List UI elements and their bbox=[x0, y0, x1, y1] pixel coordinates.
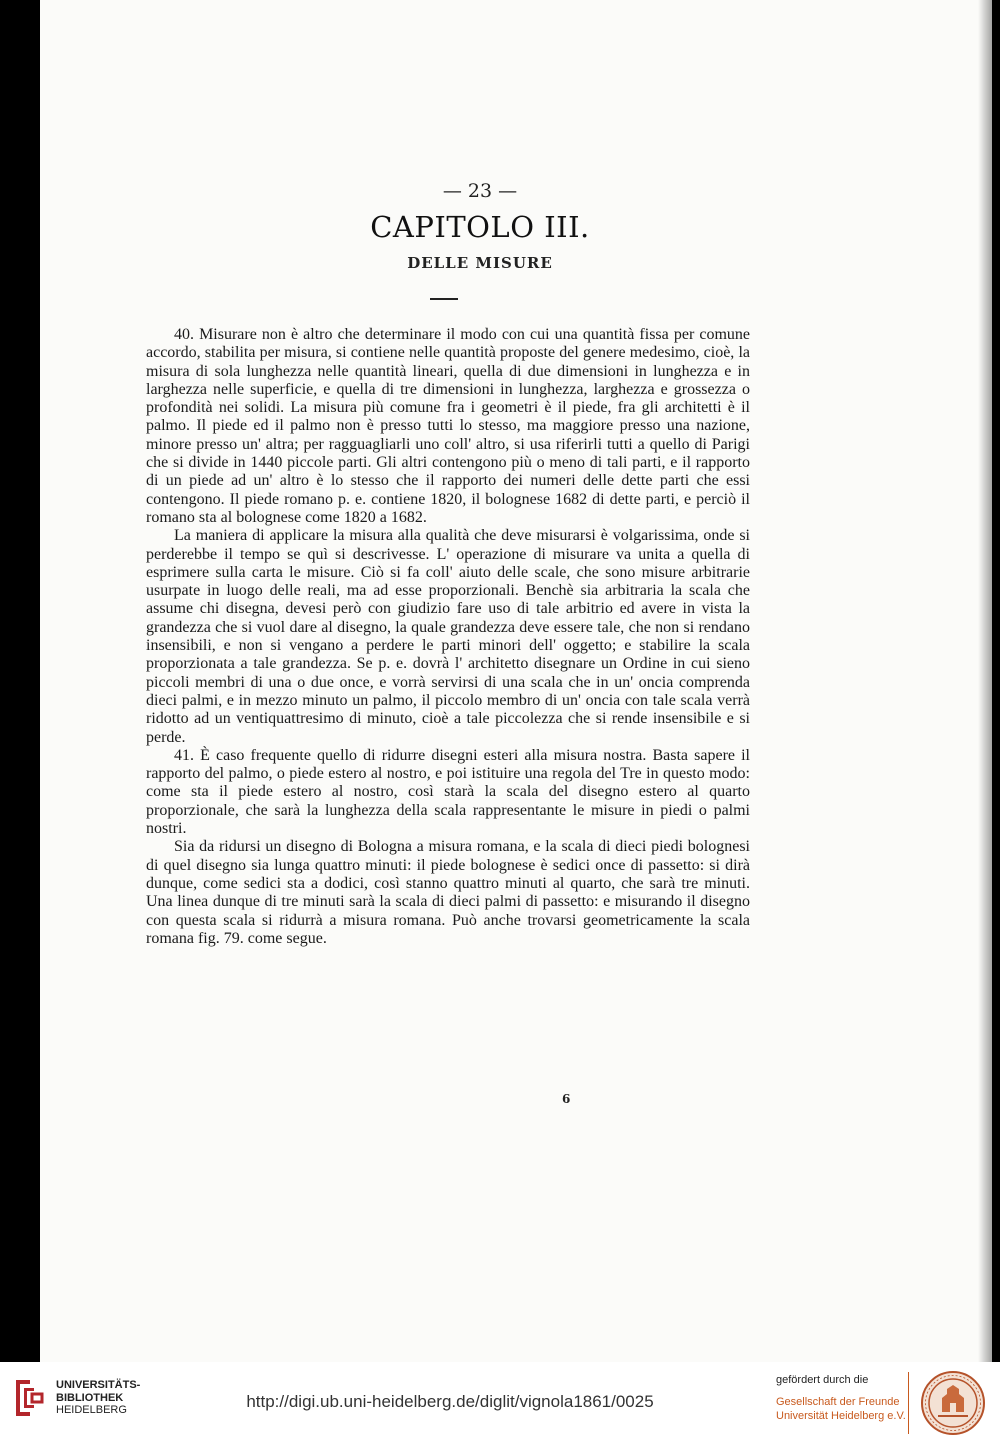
sponsor-name-line: Gesellschaft der Freunde bbox=[776, 1396, 900, 1408]
sponsor-label: gefördert durch die bbox=[776, 1374, 869, 1386]
page-number: — 23 — bbox=[442, 180, 518, 202]
sponsor-name[interactable] bbox=[776, 1395, 906, 1423]
page-edge-shadow bbox=[978, 0, 992, 1362]
ub-heidelberg-logo-icon[interactable] bbox=[12, 1378, 46, 1418]
book-page bbox=[40, 0, 992, 1362]
sponsor-divider bbox=[908, 1372, 909, 1434]
sheet-signature-mark: 6 bbox=[562, 1092, 571, 1106]
library-name-line: HEIDELBERG bbox=[56, 1404, 127, 1416]
library-name-line: BIBLIOTHEK bbox=[56, 1391, 124, 1404]
paragraph: Sia da ridursi un disegno di Bologna a misura romana, e la scala di dieci piedi bolognesi di quel disegno sia lunga quattro minuti: il piede bolognese è sedici once di passetto: si dirà dunque, come sedici sta a dodici, così stanno quattro minuti al quarto, che sarà tre minuti. Una linea dunque di tre minuti sarà la scala di dieci palmi di passetto: e misurando il disegno con questa scala si ridurrà a misura romana. Può anche trovarsi geometricamente la scala romana fig. 79. come segue. bbox=[146, 838, 750, 947]
permalink-url[interactable]: http://digi.ub.uni-heidelberg.de/diglit/vignola1861/0025 bbox=[246, 1392, 654, 1411]
paragraph: 40. Misurare non è altro che determinare il modo con cui una quantità fissa per comune accordo, stabilita per misura, si contiene nelle quantità proposte del genere medesimo, cioè, la misura di sola lunghezza nelle quantità lineari, quella di due dimensioni in lunghezza e in larghezza nelle superficie, e quella di tre dimensioni in lunghezza, larghezza e grossezza o profondità nei solidi. La misura più comune fra i geometri è il piede, fra gli architetti è il palmo. Il piede ed il palmo non è presso tutti lo stesso, ma maggiore presso una nazione, minore presso un' altra; per ragguagliarli uno coll' altro, si usa riferirli tutti a quello di Parigi che si divide in 1440 piccole parti. Gli altri contengono più o meno di tali parti, e il rapporto di un piede ad un' altro è lo stesso che il rapporto dei numeri delle dette parti che essi contengono. Il piede romano p. e. contiene 1820, il bolognese 1682 di dette parti, e perciò il romano sta al bolognese come 1820 a 1682. bbox=[146, 326, 750, 526]
paragraph: La maniera di applicare la misura alla qualità che deve misurarsi è volgarissima, onde si perderebbe il tempo se quì si descrivesse. L' operazione di misurare va unita a quella di esprimere sulla carta le misure. Ciò si fa coll' aiuto delle scale, che sono misure arbitrarie usurpate in luogo delle reali, ma ad esse proporzionali. Benchè sia arbitraria la scala che assume chi disegna, devesi però con giudizio fare uso di tale arbitrio ed avere in vista la grandezza che si vuol dare al disegno, la quale grandezza deve essere tale, che non si rendano insensibili, e non si vengano a perdere le parti minori dell' oggetto; e stabilire la scala proporzionata a tale grandezza. Se p. e. dovrà l' architetto disegnare un Ordine in cui sieno piccoli membri di una o due once, e vorrà servirsi di una scala che in un' oncia comprenda dieci palmi, e in mezzo minuto un palmo, il piccolo membro di un' oncia con tale scala verrà ridotto ad un ventiquattresimo di minuto, cioè a tale piccolezza che si rende insensibile e si perde. bbox=[146, 527, 750, 746]
chapter-subtitle: DELLE MISURE bbox=[407, 254, 553, 272]
viewer-footer bbox=[0, 1362, 1000, 1442]
chapter-title: CAPITOLO III. bbox=[370, 210, 590, 244]
sponsor-name-line: Universität Heidelberg e.V. bbox=[776, 1410, 906, 1422]
body-text bbox=[146, 326, 750, 948]
library-name[interactable] bbox=[56, 1379, 140, 1417]
title-rule bbox=[430, 298, 458, 300]
paragraph: 41. È caso frequente quello di ridurre disegni esteri alla misura nostra. Basta sapere il rapporto del palmo, o piede estero al nostro, e poi istituire una regola del Tre in questo modo: come sta il piede estero al nostro, così starà la scala del disegno estero al quarto proporzionale, che sarà la lunghezza della scala rappresentante le misure in piedi o palmi nostri. bbox=[146, 746, 750, 838]
university-seal-icon bbox=[920, 1370, 986, 1436]
library-name-line: UNIVERSITÄTS- bbox=[56, 1379, 141, 1391]
